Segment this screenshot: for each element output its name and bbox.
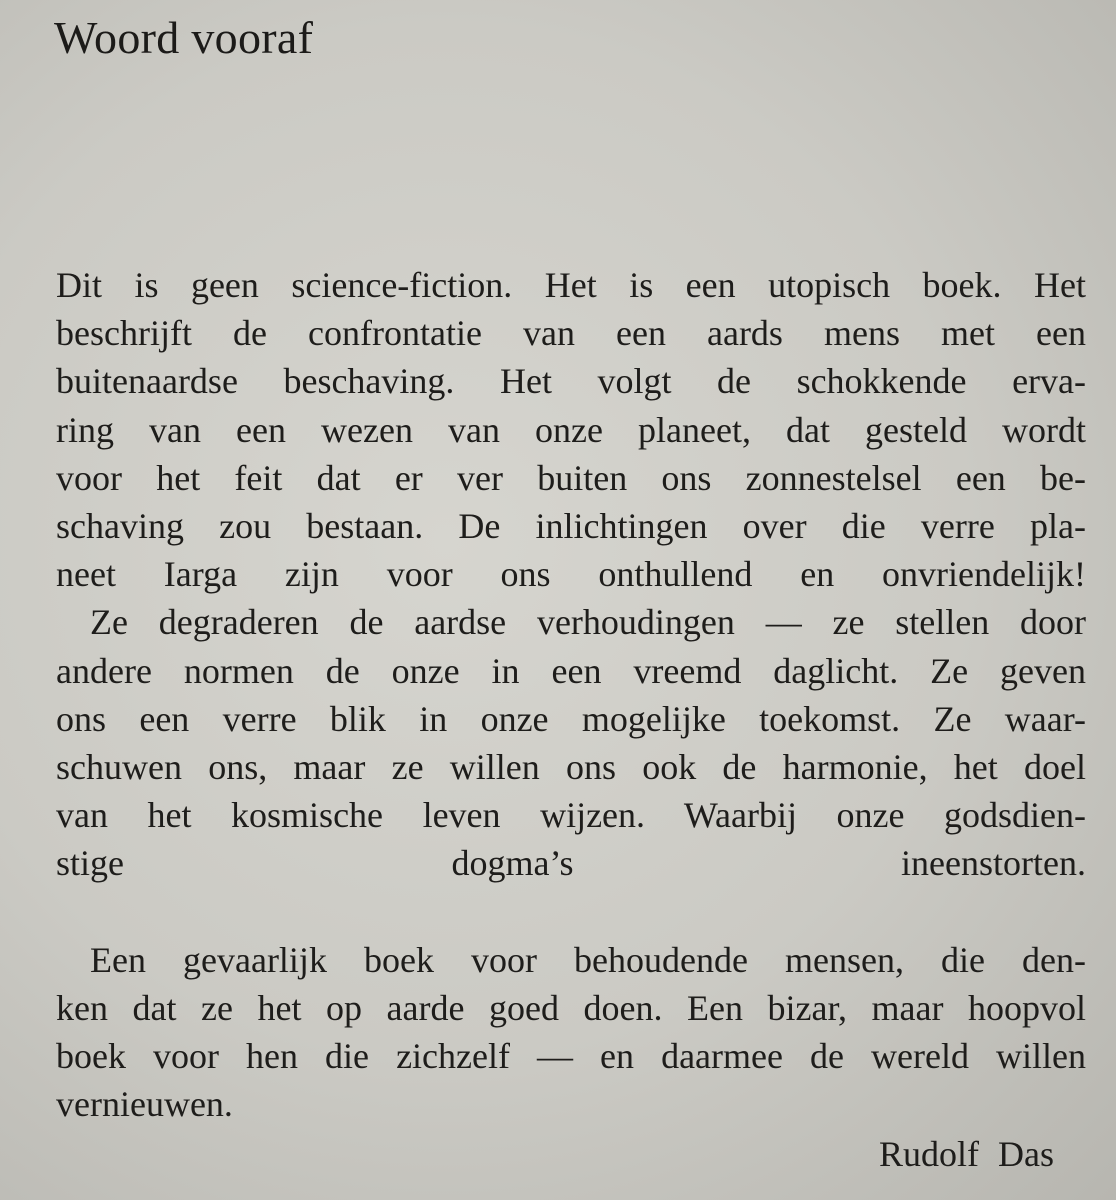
text-line: andere normen de onze in een vreemd daglicht. Ze geven	[56, 650, 1086, 691]
text-line: stige dogma’s ineenstorten.	[56, 843, 1086, 884]
text-line: beschrijft de confrontatie van een aards mens met een	[56, 313, 1086, 354]
paragraph-1	[56, 261, 1086, 598]
text-line: buitenaardse beschaving. Het volgt de schokkende erva-	[56, 361, 1086, 402]
text-line: Een gevaarlijk boek voor behoudende mensen, die den-	[90, 939, 1086, 980]
text-line: ring van een wezen van onze planeet, dat gesteld wordt	[56, 409, 1086, 450]
text-line: vernieuwen.	[56, 1084, 233, 1125]
text-line: voor het feit dat er ver buiten ons zonnestelsel een be-	[56, 457, 1086, 498]
text-line: Ze degraderen de aardse verhoudingen — ze stellen door	[90, 602, 1086, 643]
text-line: ken dat ze het op aarde goed doen. Een bizar, maar hoopvol	[56, 987, 1086, 1028]
text-line: ons een verre blik in onze mogelijke toekomst. Ze waar-	[56, 698, 1086, 739]
text-line: neet Iarga zijn voor ons onthullend en onvriendelijk!	[56, 554, 1086, 595]
foreword-body	[56, 261, 1086, 1128]
text-line: schuwen ons, maar ze willen ons ook de harmonie, het doel	[56, 746, 1086, 787]
paragraph-2	[56, 598, 1086, 935]
text-line: schaving zou bestaan. De inlichtingen over die verre pla-	[56, 505, 1086, 546]
text-line: Dit is geen science-fiction. Het is een utopisch boek. Het	[56, 265, 1086, 305]
chapter-heading: Woord vooraf	[54, 12, 314, 63]
text-line	[56, 887, 1086, 935]
author-signature: Rudolf Das	[879, 1134, 1054, 1174]
text-line: boek voor hen die zichzelf — en daarmee de wereld willen	[56, 1036, 1086, 1076]
text-line: van het kosmische leven wijzen. Waarbij onze godsdien-	[56, 795, 1086, 836]
paragraph-3	[56, 936, 1086, 1129]
